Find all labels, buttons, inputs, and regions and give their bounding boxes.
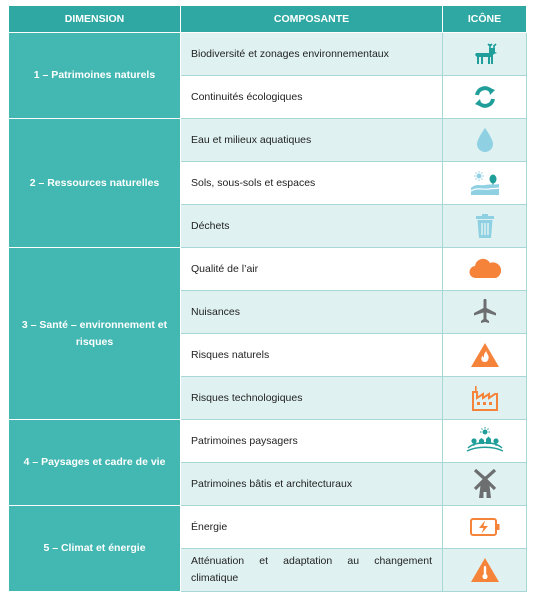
battery-charging-icon bbox=[443, 516, 526, 538]
component-label: Biodiversité et zonages environnementaux bbox=[181, 33, 443, 76]
dimensions-table bbox=[8, 5, 527, 592]
dimension-cell: 5 – Climat et énergie bbox=[9, 506, 181, 592]
table-header-row bbox=[9, 6, 527, 33]
village-landscape-icon bbox=[443, 427, 526, 455]
component-label: Atténuation et adaptation au changement climatique bbox=[181, 549, 443, 592]
table-row bbox=[9, 33, 527, 76]
landscape-icon bbox=[443, 170, 526, 196]
component-label: Patrimoines bâtis et architecturaux bbox=[181, 463, 443, 506]
dimension-cell: 3 – Santé – environnement et risques bbox=[9, 248, 181, 420]
component-label: Risques technologiques bbox=[181, 377, 443, 420]
cloud-icon bbox=[443, 258, 526, 280]
airplane-icon bbox=[443, 298, 526, 326]
thermometer-warning-icon bbox=[443, 557, 526, 583]
component-label: Énergie bbox=[181, 506, 443, 549]
component-label: Risques naturels bbox=[181, 334, 443, 377]
component-label: Nuisances bbox=[181, 291, 443, 334]
header-composante: COMPOSANTE bbox=[181, 6, 443, 33]
component-label: Continuités écologiques bbox=[181, 76, 443, 119]
table-row bbox=[9, 248, 527, 291]
component-label: Eau et milieux aquatiques bbox=[181, 119, 443, 162]
table-row bbox=[9, 420, 527, 463]
table-row bbox=[9, 506, 527, 549]
table-row bbox=[9, 119, 527, 162]
component-label: Qualité de l’air bbox=[181, 248, 443, 291]
factory-icon bbox=[443, 385, 526, 411]
recycle-arrows-icon bbox=[443, 84, 526, 110]
component-label: Sols, sous-sols et espaces bbox=[181, 162, 443, 205]
component-label: Déchets bbox=[181, 205, 443, 248]
dimension-cell: 1 – Patrimoines naturels bbox=[9, 33, 181, 119]
dimension-cell: 2 – Ressources naturelles bbox=[9, 119, 181, 248]
water-drop-icon bbox=[443, 127, 526, 153]
component-label: Patrimoines paysagers bbox=[181, 420, 443, 463]
header-dimension: DIMENSION bbox=[9, 6, 181, 33]
header-icone: ICÔNE bbox=[443, 6, 527, 33]
trash-can-icon bbox=[443, 213, 526, 239]
fire-warning-icon bbox=[443, 342, 526, 368]
windmill-icon bbox=[443, 469, 526, 499]
dimension-cell: 4 – Paysages et cadre de vie bbox=[9, 420, 181, 506]
deer-icon bbox=[443, 42, 526, 66]
